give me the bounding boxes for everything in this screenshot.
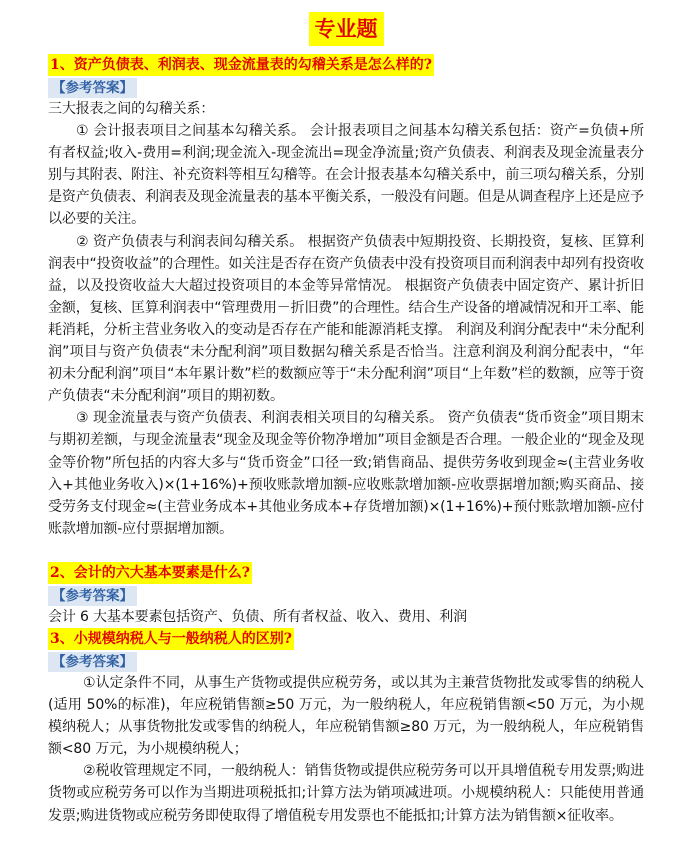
q1-paragraph-2: ② 资产负债表与利润表间勾稽关系。 根据资产负债表中短期投资、长期投资，复核、匡算利润表中“投资收益”的合理性。如关注是否存在资产负债表中没有投资项目而利润表中却列有投资收益，以及投资收益大大超过投资项目的本金等异常情况。 根据资产负债表中固定资产、累计折旧金额，复核、匡算利润表中“管理费用－折旧费”的合理性。结合生产设备的增减情况和开工率、能耗消耗，分析主营业务收入的变动是否存在产能和能源消耗支撑。 利润及利润分配表中“未分配利润”项目与资产负债表“未分配利润”项目数据勾稽关系是否恰当。注意利润及利润分配表中，“年初未分配利润”项目“本年累计数”栏的数额应等于“未分配利润”项目“上年数”栏的数额，应等于资产负债表“未分配利润”项目的期初数。 [48, 233, 644, 405]
question-3: 3、小规模纳税人与一般纳税人的区别? [48, 628, 294, 650]
question-2-row [48, 562, 644, 584]
q1-paragraph-1: ① 会计报表项目之间基本勾稽关系。 会计报表项目之间基本勾稽关系包括：资产=负债+所有者权益;收入-费用=利润;现金流入-现金流出=现金净流量;资产负债表、利润表及现金流量表分别与其附表、附注、补充资料等相互勾稽等。在会计报表基本勾稽关系中，前三项勾稽关系，分别是资产负债表、利润表及现金流量表的基本平衡关系，一般没有问题。但是从调查程序上还是应予以必要的关注。 [48, 123, 644, 228]
q1-intro: 三大报表之间的勾稽关系： [48, 101, 215, 117]
answer-label-3: 【参考答案】 [48, 652, 137, 672]
q1-paragraph-3: ③ 现金流量表与资产负债表、利润表相关项目的勾稽关系。 资产负债表“货币资金”项目期末与期初差额，与现金流量表“现金及现金等价物净增加”项目金额是否合理。一般企业的“现金及现金等价物”所包括的内容大多与“货币资金”口径一致;销售商品、提供劳务收到现金≈(主营业务收入+其他业务收入)×(1+16%)+预收账款增加额-应收账款增加额-应收票据增加额;购买商品、接受劳务支付现金≈(主营业务成本+其他业务成本+存货增加额)×(1+16%)+预付账款增加额-应付账款增加额-应付票据增加额。 [48, 410, 644, 537]
answer-label-3-row [48, 650, 644, 672]
spacer [48, 540, 644, 562]
document-page [48, 12, 644, 827]
answer-label-2: 【参考答案】 [48, 586, 137, 606]
page-title: 专业题 [309, 12, 384, 46]
question-3-row [48, 628, 644, 650]
question-2: 2、会计的六大基本要素是什么? [48, 562, 252, 584]
answer-label-2-row [48, 584, 644, 606]
title-row [48, 12, 644, 48]
q2-answer: 会计 6 大基本要素包括资产、负债、所有者权益、收入、费用、利润 [48, 608, 468, 625]
question-1-row [48, 54, 644, 76]
q3-paragraph-1: ①认定条件不同，从事生产货物或提供应税劳务，或以其为主兼营货物批发或零售的纳税人(适用 50%的标准)，年应税销售额≥50 万元，为一般纳税人，年应税销售额<50 万元，为小规模纳税人；从事货物批发或零售的纳税人，年应税销售额≥80 万元，为一般纳税人，年应税销售额<80 万元，为小规模纳税人； [48, 674, 644, 758]
q3-paragraph-2: ②税收管理规定不同，一般纳税人：销售货物或提供应税劳务可以开具增值税专用发票;购进货物或应税劳务可以作为当期进项税抵扣;计算方法为销项减进项。小规模纳税人：只能使用普通发票;购进货物或应税劳务即使取得了增值税专用发票也不能抵扣;计算方法为销售额×征收率。 [48, 763, 644, 824]
answer-label-1-row [48, 76, 644, 98]
answer-label-1: 【参考答案】 [48, 78, 137, 98]
question-1: 1、资产负债表、利润表、现金流量表的勾稽关系是怎么样的? [48, 54, 434, 76]
